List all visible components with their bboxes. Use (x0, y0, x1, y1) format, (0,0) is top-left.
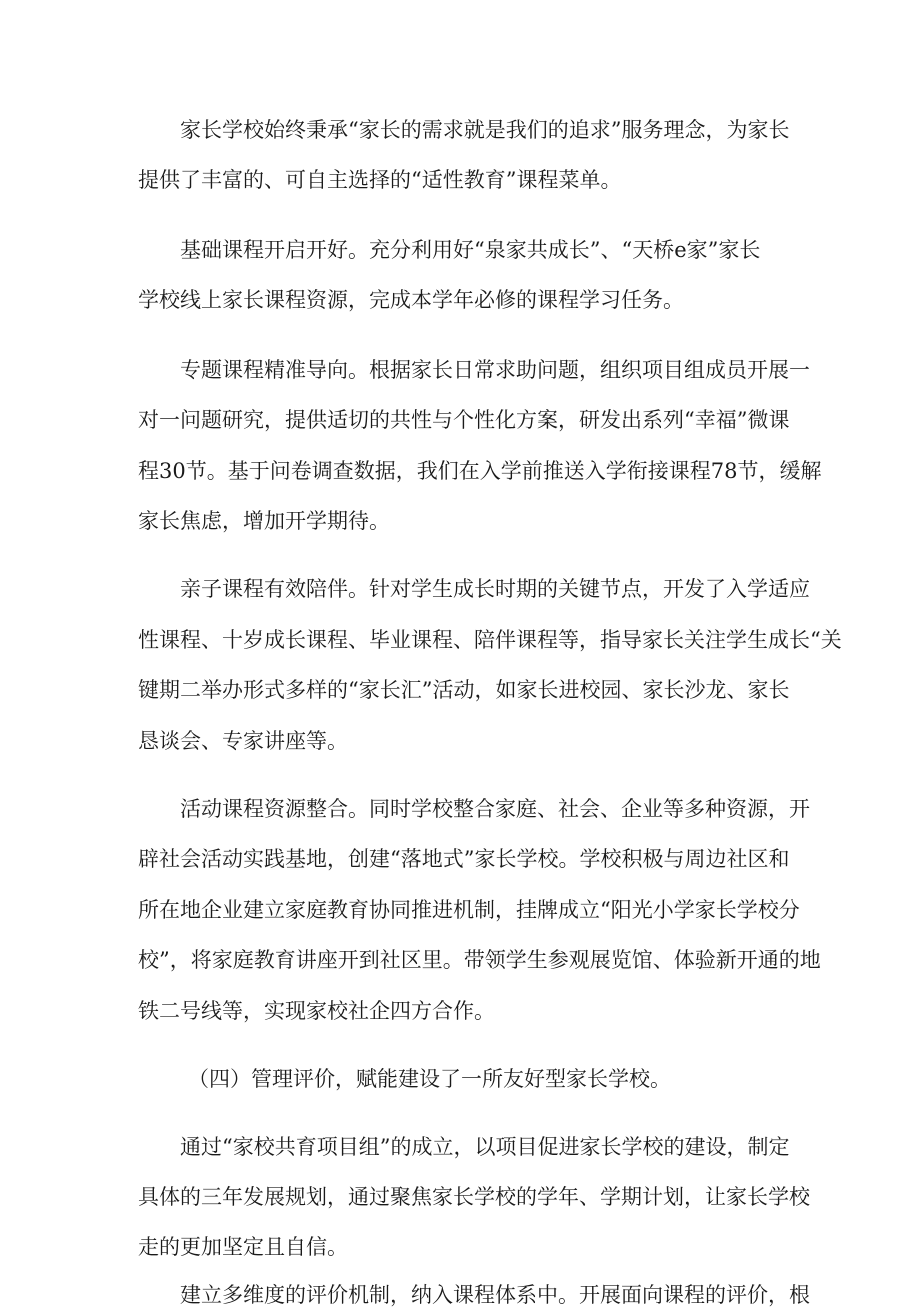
paragraph-3-line-4: 家长焦虑，增加开学期待。 (138, 509, 390, 533)
paragraph-6-line-2: 具体的三年发展规划，通过聚焦家长学校的学年、学期计划，让家长学校 (138, 1185, 810, 1209)
paragraph-5-line-4: 校”，将家庭教育讲座开到社区里。带领学生参观展览馆、体验新开通的地 (138, 948, 821, 972)
paragraph-2-line-2: 学校线上家长课程资源，完成本学年必修的课程学习任务。 (138, 288, 684, 312)
section-heading-four: （四）管理评价，赋能建设了一所友好型家长学校。 (188, 1067, 671, 1091)
paragraph-4-line-4: 恳谈会、专家讲座等。 (138, 729, 348, 753)
paragraph-4-line-2: 性课程、十岁成长课程、毕业课程、陪伴课程等，指导家长关注学生成长“关 (138, 628, 842, 652)
paragraph-1-line-2: 提供了丰富的、可自主选择的“适性教育”课程菜单。 (138, 168, 622, 192)
paragraph-4-line-1: 亲子课程有效陪伴。针对学生成长时期的关键节点，开发了入学适应 (180, 577, 810, 601)
paragraph-6-line-1: 通过“家校共育项目组”的成立，以项目促进家长学校的建设，制定 (180, 1135, 790, 1159)
paragraph-3-line-1: 专题课程精准导向。根据家长日常求助问题，组织项目组成员开展一 (180, 358, 810, 382)
paragraph-1-line-1: 家长学校始终秉承“家长的需求就是我们的追求”服务理念，为家长 (180, 118, 790, 142)
paragraph-3-line-2: 对一问题研究，提供适切的共性与个性化方案，研发出系列“幸福”微课 (138, 408, 790, 432)
paragraph-5-line-3: 所在地企业建立家庭教育协同推进机制，挂牌成立“阳光小学家长学校分 (138, 898, 800, 922)
paragraph-5-line-5: 铁二号线等，实现家校社企四方合作。 (138, 999, 495, 1023)
paragraph-3-line-3: 程30节。基于问卷调查数据，我们在入学前推送入学衔接课程78节，缓解 (138, 459, 822, 483)
paragraph-5-line-1: 活动课程资源整合。同时学校整合家庭、社会、企业等多种资源，开 (180, 797, 810, 821)
paragraph-5-line-2: 辟社会活动实践基地，创建“落地式”家长学校。学校积极与周边社区和 (138, 847, 790, 871)
paragraph-4-line-3: 键期二举办形式多样的“家长汇”活动，如家长进校园、家长沙龙、家长 (138, 678, 790, 702)
paragraph-2-line-1: 基础课程开启开好。充分利用好“泉家共成长”、“天桥e家”家长 (180, 238, 761, 262)
paragraph-7-line-1: 建立多维度的评价机制，纳入课程体系中。开展面向课程的评价，根 (180, 1283, 810, 1307)
paragraph-6-line-3: 走的更加坚定且自信。 (138, 1235, 348, 1259)
